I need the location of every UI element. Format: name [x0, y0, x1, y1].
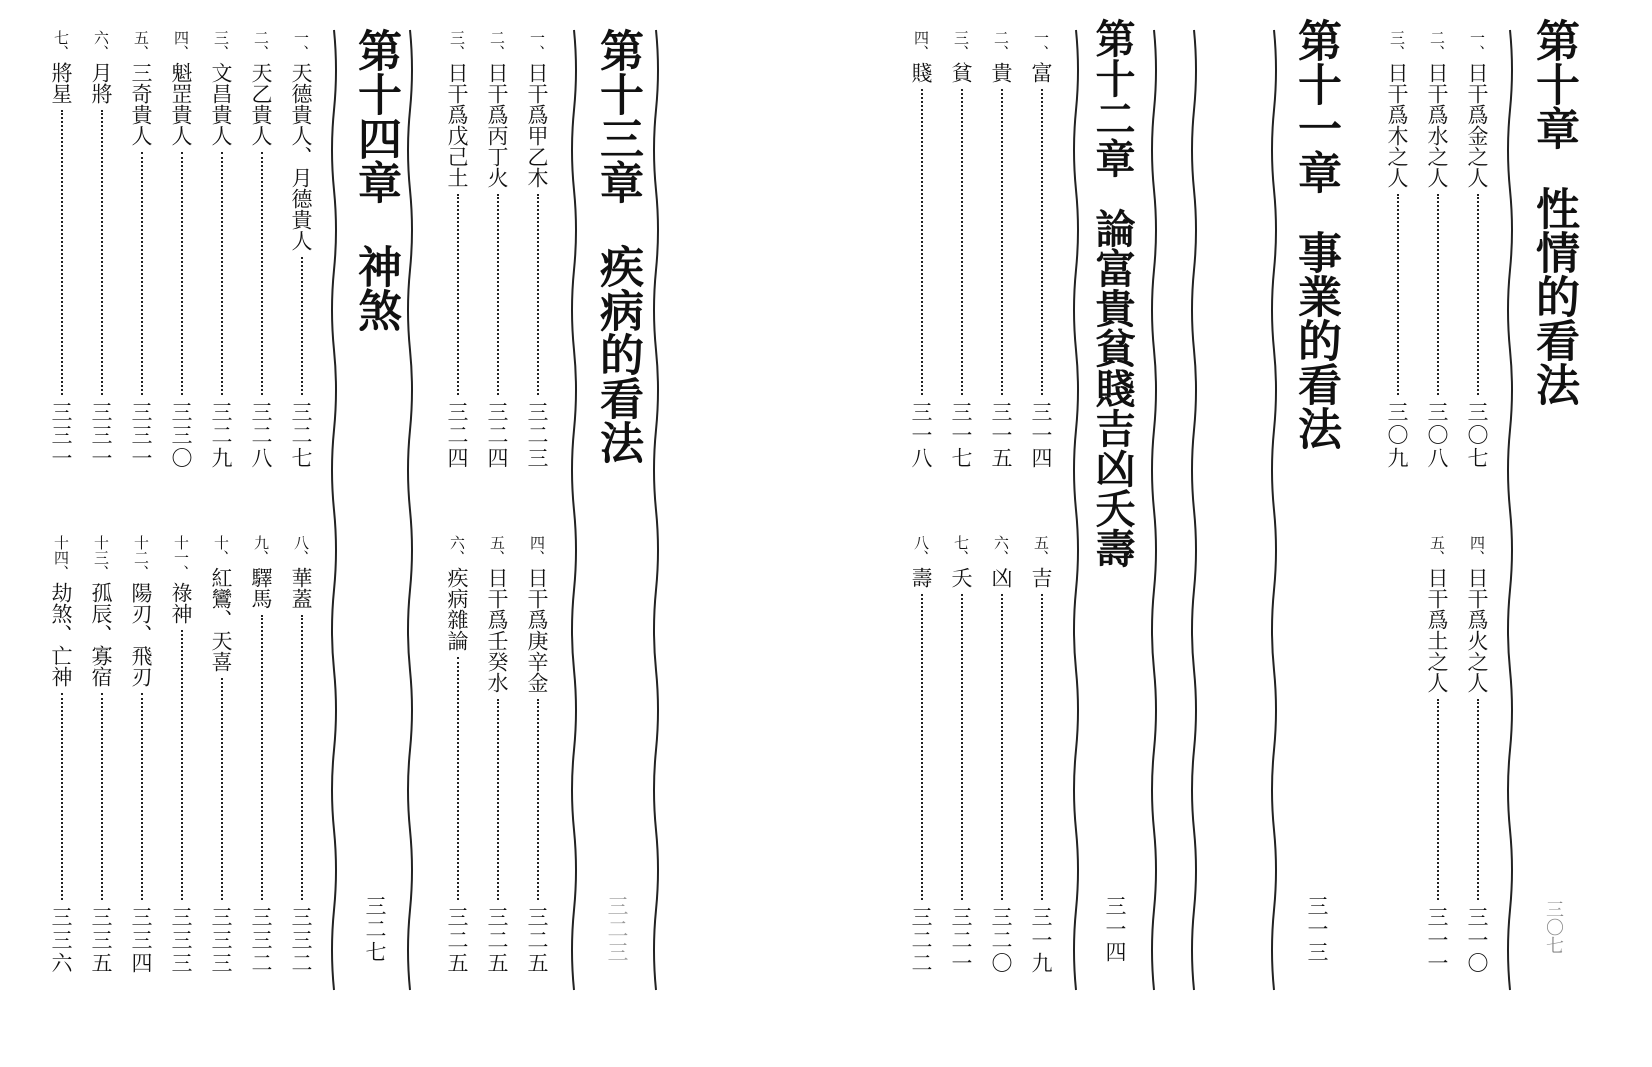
- chapter-14-number: 第十四章: [350, 28, 401, 204]
- chapter-12-page-ref: 三一四: [1103, 895, 1127, 964]
- toc-entry[interactable]: 二、 日干爲水之人 三〇八: [1420, 30, 1454, 470]
- toc-entry[interactable]: 三、 日干爲木之人 三〇九: [1380, 30, 1414, 470]
- chapter-10-title: [1526, 18, 1580, 406]
- toc-entry[interactable]: 一、 日干爲金之人 三〇七: [1460, 30, 1494, 470]
- toc-entry[interactable]: 六、 凶 三二〇: [984, 535, 1018, 975]
- column-divider: [570, 30, 578, 990]
- chapter-14-title: [348, 28, 402, 332]
- toc-entry[interactable]: 三、 文昌貴人 三二九: [204, 30, 238, 470]
- toc-entry[interactable]: 四、 日干爲庚辛金 三二五: [520, 535, 554, 975]
- column-divider: [1270, 30, 1278, 990]
- chapter-11-title: [1288, 18, 1342, 450]
- chapter-13-title: [590, 28, 644, 464]
- toc-entry[interactable]: 六、 月將 三三一: [84, 30, 118, 470]
- chapter-14-name: 神煞: [350, 244, 401, 332]
- chapter-12-number: 第十二章: [1089, 18, 1136, 178]
- chapter-14-page-ref: 三二七: [363, 895, 387, 964]
- chapter-11-number: 第十一章: [1290, 18, 1341, 194]
- chapter-12-name: 論富貴貧賤吉凶夭壽: [1089, 208, 1136, 568]
- toc-entry[interactable]: 一、 日干爲甲乙木 三二三: [520, 30, 554, 470]
- column-divider: [330, 30, 338, 990]
- toc-entry[interactable]: 十三、 孤辰、寡宿 三三五: [84, 535, 118, 975]
- column-divider: [652, 30, 660, 990]
- toc-entry[interactable]: 三、 日干爲戊己土 三二四: [440, 30, 474, 470]
- chapter-12-title: [1088, 18, 1136, 568]
- chapter-10-name: 性情的看法: [1528, 186, 1579, 406]
- toc-entry[interactable]: 十一、 祿神 三三三: [164, 535, 198, 975]
- toc-entry[interactable]: 四、 魁罡貴人 三三〇: [164, 30, 198, 470]
- chapter-11-page-ref: 三一三: [1305, 895, 1329, 964]
- column-divider: [406, 30, 414, 990]
- column-divider: [1190, 30, 1198, 990]
- right-page: [826, 0, 1652, 1067]
- toc-entry[interactable]: 三、 貧 三一七: [944, 30, 978, 470]
- toc-entry[interactable]: 十四、 劫煞、亡神 三三六: [44, 535, 78, 975]
- column-divider: [1150, 30, 1158, 990]
- toc-entry[interactable]: 四、 賤 三一八: [904, 30, 938, 470]
- toc-entry[interactable]: 五、 日干爲土之人 三一一: [1420, 535, 1454, 975]
- chapter-13-number: 第十三章: [592, 28, 643, 204]
- toc-entry[interactable]: 二、 天乙貴人 三二八: [244, 30, 278, 470]
- toc-entry[interactable]: 一、 天德貴人、月德貴人 三二七: [284, 30, 318, 470]
- toc-entry[interactable]: 一、 富 三一四: [1024, 30, 1058, 470]
- toc-entry[interactable]: 二、 貴 三一五: [984, 30, 1018, 470]
- page-number: 三〇七: [1543, 900, 1564, 954]
- toc-entry[interactable]: 二、 日干爲丙丁火 三二四: [480, 30, 514, 470]
- chapter-13-page-ref: 三二三: [605, 895, 629, 964]
- chapter-10-number: 第十章: [1528, 18, 1579, 150]
- toc-entry[interactable]: 六、 疾病雜論 三二五: [440, 535, 474, 975]
- toc-entry[interactable]: 十二、 陽刃、飛刃 三三四: [124, 535, 158, 975]
- toc-entry[interactable]: 八、 華蓋 三三二: [284, 535, 318, 975]
- toc-entry[interactable]: 九、 驛馬 三三二: [244, 535, 278, 975]
- chapter-11-name: 事業的看法: [1290, 230, 1341, 450]
- toc-entry[interactable]: 四、 日干爲火之人 三一〇: [1460, 535, 1494, 975]
- toc-entry[interactable]: 七、 夭 三二一: [944, 535, 978, 975]
- toc-entry[interactable]: 五、 日干爲壬癸水 三二五: [480, 535, 514, 975]
- column-divider: [1506, 30, 1514, 990]
- chapter-13-name: 疾病的看法: [592, 244, 643, 464]
- toc-entry[interactable]: 八、 壽 三二二: [904, 535, 938, 975]
- toc-entry[interactable]: 七、 將星 三三一: [44, 30, 78, 470]
- column-divider: [1072, 30, 1080, 990]
- toc-entry[interactable]: 五、 三奇貴人 三三一: [124, 30, 158, 470]
- toc-entry[interactable]: 十、 紅鸞、天喜 三三三: [204, 535, 238, 975]
- toc-entry[interactable]: 五、 吉 三一九: [1024, 535, 1058, 975]
